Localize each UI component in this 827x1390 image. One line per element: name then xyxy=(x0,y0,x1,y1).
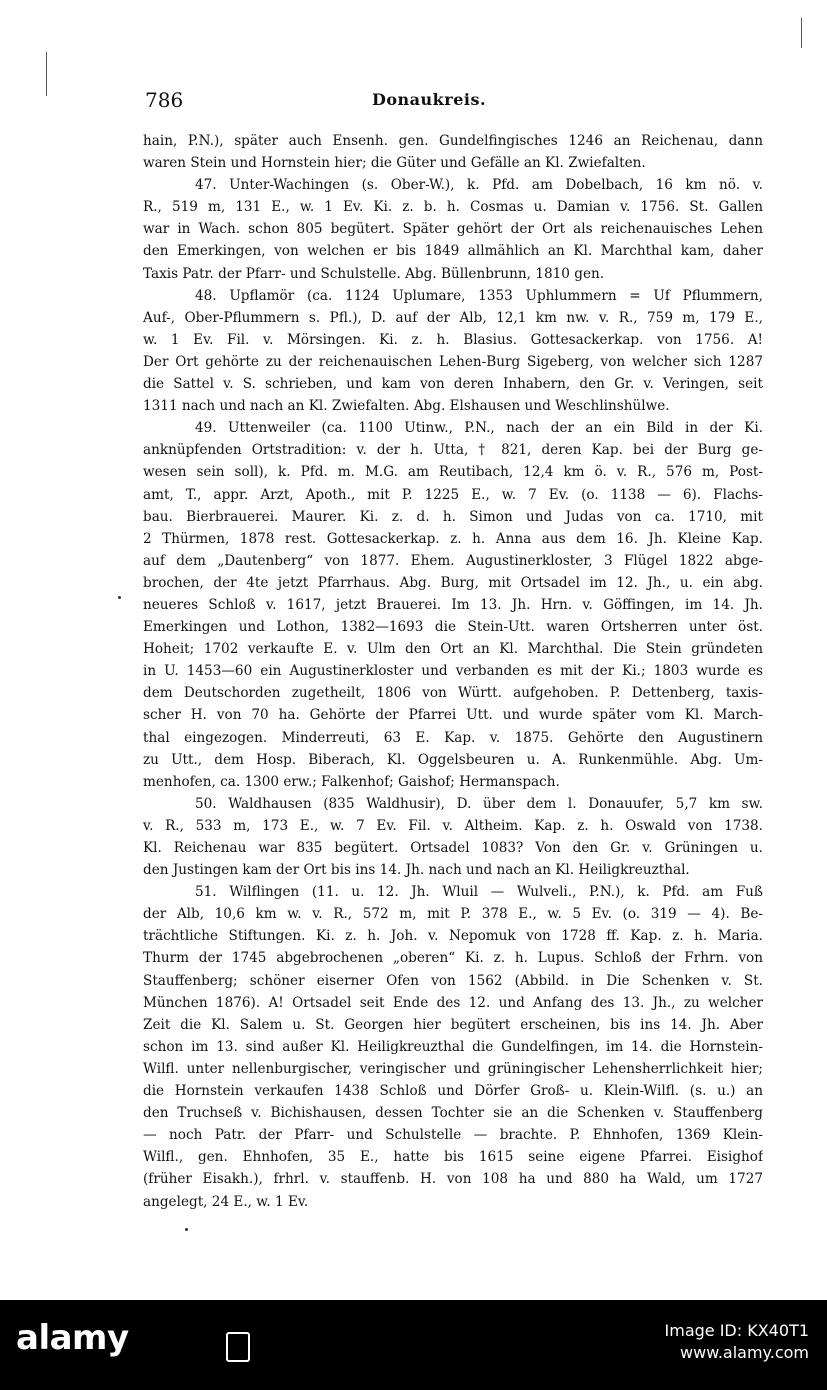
running-title: Donaukreis. xyxy=(372,90,487,109)
text-line: die Hornstein verkaufen 1438 Schloß und Dörfer Groß- u. Klein-Wilfl. (s. u.) an xyxy=(143,1083,763,1100)
text-line: Der Ort gehörte zu der reichenauischen Lehen-Burg Sigeberg, von welcher sich 1287 xyxy=(143,353,763,370)
text-line: den Justingen kam der Ort bis ins 14. Jh. nach und nach an Kl. Heiligkreuzthal. xyxy=(143,862,690,879)
text-line: hain, P.N.), später auch Ensenh. gen. Gundelfingisches 1246 an Reichenau, dann xyxy=(143,133,763,149)
body-text xyxy=(143,130,763,1213)
entry-first-line: 49. Uttenweiler (ca. 1100 Utinw., P.N., nach der an ein Bild in der Ki. xyxy=(195,420,763,437)
text-line: Auf-, Ober-Pflummern s. Pfl.), D. auf der Alb, 12,1 km nw. v. R., 759 m, 179 E., xyxy=(143,309,763,326)
site-url: www.alamy.com xyxy=(680,1343,809,1362)
text-line: Stauffenberg; schöner eiserner Ofen von 1562 (Abbild. in Die Schenken v. St. xyxy=(143,972,763,989)
text-line: angelegt, 24 E., w. 1 Ev. xyxy=(143,1193,309,1210)
text-line: trächtliche Stiftungen. Ki. z. h. Joh. v. Nepomuk von 1728 ff. Kap. z. h. Maria. xyxy=(143,928,763,945)
text-line: menhofen, ca. 1300 erw.; Falkenhof; Gaishof; Hermanspach. xyxy=(143,773,560,790)
speck-mark xyxy=(118,596,121,599)
page-number: 786 xyxy=(145,88,184,112)
text-line: den Emerkingen, von welchen er bis 1849 allmählich an Kl. Marchthal kam, daher xyxy=(143,243,763,260)
text-line: neueres Schloß v. 1617, jetzt Brauerei. Im 13. Jh. Hrn. v. Göffingen, im 14. Jh. xyxy=(143,596,763,613)
text-line: Wilfl., gen. Ehnhofen, 35 E., hatte bis 1615 seine eigene Pfarrei. Eisighof xyxy=(143,1149,763,1166)
text-line: schon im 13. sind außer Kl. Heiligkreuzthal die Gundelfingen, im 14. die Hornstein- xyxy=(143,1038,763,1055)
text-line: in U. 1453—60 ein Augustinerkloster und verbanden es mit der Ki.; 1803 wurde es xyxy=(143,663,763,680)
text-line: zu Utt., dem Hosp. Biberach, Kl. Oggelsbeuren u. A. Runkenmühle. Abg. Um- xyxy=(143,751,763,768)
text-line: Kl. Reichenau war 835 begütert. Ortsadel 1083? Von den Gr. v. Grüningen u. xyxy=(143,840,763,856)
text-line: war in Wach. schon 805 begütert. Später gehört der Ort als reichenauisches Lehen xyxy=(143,221,763,238)
entry-first-line: 50. Waldhausen (835 Waldhusir), D. über dem l. Donauufer, 5,7 km sw. xyxy=(195,795,763,812)
text-line: wesen sein soll), k. Pfd. m. M.G. am Reutibach, 12,4 km ö. v. R., 576 m, Post- xyxy=(143,464,763,481)
text-line: brochen, der 4te jetzt Pfarrhaus. Abg. Burg, mit Ortsadel im 12. Jh., u. ein abg. xyxy=(143,574,763,591)
text-line: Thurm der 1745 abgebrochenen „oberen“ Ki. z. h. Lupus. Schloß der Frhrn. von xyxy=(143,950,763,967)
text-line: 1311 nach und nach an Kl. Zwiefalten. Abg. Elshausen und Weschlinshülwe. xyxy=(143,398,670,415)
text-line: bau. Bierbrauerei. Maurer. Ki. z. d. h. Simon und Judas von ca. 1710, mit xyxy=(143,508,763,525)
margin-mark xyxy=(801,18,802,48)
image-id-block xyxy=(665,1320,809,1364)
text-line: anknüpfenden Ortstradition: v. der h. Utta, † 821, deren Kap. bei der Burg ge- xyxy=(143,442,763,459)
text-line: der Alb, 10,6 km w. v. R., 572 m, mit P. 378 E., w. 5 Ev. (o. 319 — 4). Be- xyxy=(143,906,763,923)
text-line: — noch Patr. der Pfarr- und Schulstelle — brachte. P. Ehnhofen, 1369 Klein- xyxy=(143,1127,763,1144)
brand-logo-icon xyxy=(226,1332,250,1362)
text-line: waren Stein und Hornstein hier; die Güter und Gefälle an Kl. Zwiefalten. xyxy=(143,155,646,172)
margin-mark xyxy=(46,52,47,96)
text-line: auf dem „Dautenberg“ von 1877. Ehem. Augustinerkloster, 3 Flügel 1822 abge- xyxy=(143,552,763,569)
text-line: w. 1 Ev. Fil. v. Mörsingen. Ki. z. h. Blasius. Gottesackerkap. von 1756. A! xyxy=(143,331,763,348)
text-line: Hoheit; 1702 verkaufte E. v. Ulm den Ort an Kl. Marchthal. Die Stein gründeten xyxy=(143,641,763,658)
brand-logo: alamy xyxy=(16,1318,129,1358)
text-line: Emerkingen und Lothon, 1382—1693 die Stein-Utt. waren Ortsherren unter öst. xyxy=(143,619,763,636)
text-line: die Sattel v. S. schrieben, und kam von deren Inhabern, den Gr. v. Veringen, seit xyxy=(143,376,763,393)
text-line: scher H. von 70 ha. Gehörte der Pfarrei Utt. und wurde später vom Kl. March- xyxy=(143,707,763,724)
text-line: thal eingezogen. Minderreuti, 63 E. Kap. v. 1875. Gehörte den Augustinern xyxy=(143,729,763,746)
entry-first-line: 48. Upflamör (ca. 1124 Uplumare, 1353 Uphlummern = Uf Pflummern, xyxy=(195,287,763,304)
text-line: Wilfl. unter nellenburgischer, veringischer und grüningischer Lehensherrlichkeit hier; xyxy=(143,1060,763,1077)
entry-first-line: 51. Wilflingen (11. u. 12. Jh. Wluil — Wulveli., P.N.), k. Pfd. am Fuß xyxy=(195,884,763,901)
text-line: dem Deutschorden zugetheilt, 1806 von Württ. aufgehoben. P. Dettenberg, taxis- xyxy=(143,685,763,702)
text-line: Taxis Patr. der Pfarr- und Schulstelle. Abg. Büllenbrunn, 1810 gen. xyxy=(143,265,605,282)
text-line: (früher Eisakh.), frhrl. v. stauffenb. H. von 108 ha und 880 ha Wald, um 1727 xyxy=(143,1171,763,1188)
speck-mark xyxy=(185,1228,188,1231)
image-id-label: Image ID: KX40T1 xyxy=(664,1321,809,1340)
text-line: 2 Thürmen, 1878 rest. Gottesackerkap. z. h. Anna aus dem 16. Jh. Kleine Kap. xyxy=(143,530,763,547)
text-line: München 1876). A! Ortsadel seit Ende des 12. und Anfang des 13. Jh., zu welcher xyxy=(143,994,763,1011)
text-line: v. R., 533 m, 173 E., w. 7 Ev. Fil. v. Altheim. Kap. z. h. Oswald von 1738. xyxy=(143,817,763,834)
text-line: den Truchseß v. Bichishausen, dessen Tochter sie an die Schenken v. Stauffenberg xyxy=(143,1105,763,1122)
text-line: R., 519 m, 131 E., w. 1 Ev. Ki. z. b. h. Cosmas u. Damian v. 1756. St. Gallen xyxy=(143,199,763,216)
text-line: Zeit die Kl. Salem u. St. Georgen hier begütert erscheinen, bis ins 14. Jh. Aber xyxy=(143,1016,763,1033)
entry-first-line: 47. Unter-Wachingen (s. Ober-W.), k. Pfd. am Dobelbach, 16 km nö. v. xyxy=(195,177,763,194)
text-line: amt, T., appr. Arzt, Apoth., mit P. 1225 E., w. 7 Ev. (o. 1138 — 6). Flachs- xyxy=(143,486,763,503)
